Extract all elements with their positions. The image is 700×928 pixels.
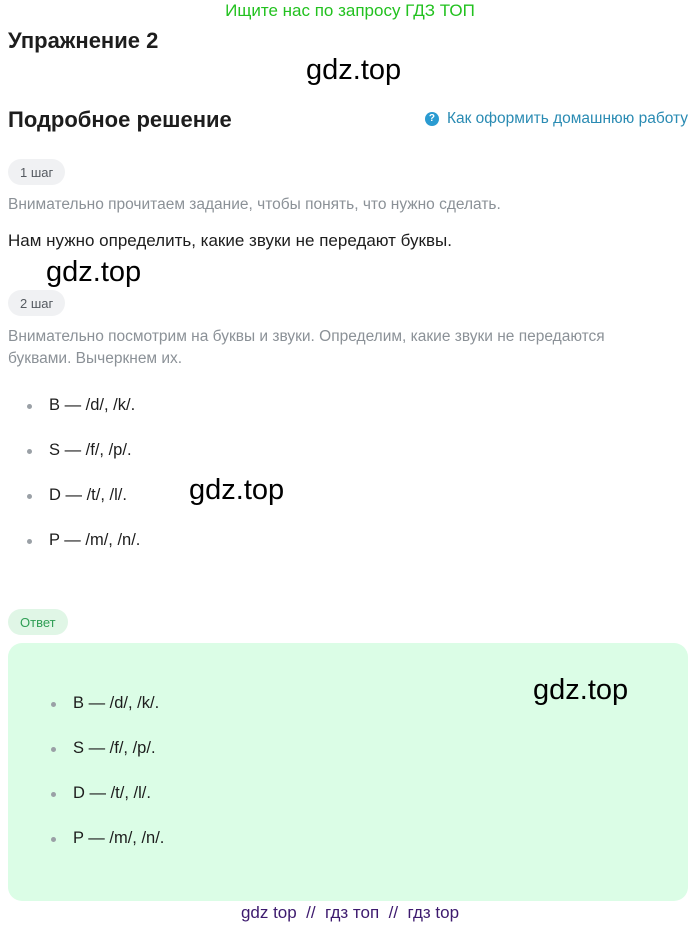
list-item (49, 441, 132, 460)
question-icon: ? (425, 112, 439, 126)
watermark: gdz.top (189, 474, 285, 506)
bullet-icon (51, 747, 56, 752)
list-item-text: P — /m/, /n/. (49, 531, 141, 549)
step-1-hint: Внимательно прочитаем задание, чтобы понять, что нужно сделать. (8, 196, 501, 213)
list-item-text: B — /d/, /k/. (49, 396, 136, 414)
bullet-icon (51, 792, 56, 797)
bullet-icon (51, 702, 56, 707)
howto-link[interactable] (425, 110, 688, 128)
footer: gdz top // гдз топ // гдз top (240, 903, 460, 922)
exercise-title: Упражнение 2 (8, 28, 159, 53)
step-1-label: 1 шаг (20, 164, 54, 180)
watermark: gdz.top (533, 674, 629, 706)
step-2-hint (8, 326, 605, 370)
watermark: gdz.top (46, 256, 142, 288)
list-item (49, 396, 135, 415)
bullet-icon (27, 494, 32, 499)
step-2-badge (8, 290, 65, 316)
list-item (49, 531, 140, 550)
search-banner: Ищите нас по запросу ГДЗ ТОП (225, 1, 475, 20)
step-1-badge (8, 159, 65, 185)
bullet-icon (27, 404, 32, 409)
step-2-hint-line: буквами. Вычеркнем их. (8, 350, 183, 367)
list-item (73, 829, 164, 848)
list-item-text: D — /t/, /l/. (49, 486, 127, 504)
bullet-icon (27, 539, 32, 544)
step-2-hint-line: Внимательно посмотрим на буквы и звуки. Определим, какие звуки не передаются (8, 328, 605, 345)
section-title: Подробное решение (8, 107, 232, 132)
bullet-icon (27, 449, 32, 454)
list-item-text: S — /f/, /p/. (73, 739, 156, 757)
answer-label: Ответ (20, 614, 56, 630)
step-2-label: 2 шаг (20, 295, 54, 311)
answer-badge (8, 609, 68, 635)
list-item-text: D — /t/, /l/. (73, 784, 151, 802)
list-item-text: P — /m/, /n/. (73, 829, 165, 847)
list-item (73, 694, 159, 713)
list-item (49, 486, 127, 505)
howto-link-label: Как оформить домашнюю работу (446, 110, 688, 127)
list-item (73, 739, 156, 758)
watermark: gdz.top (306, 54, 402, 86)
list-item (73, 784, 151, 803)
step-1-text: Нам нужно определить, какие звуки не передают буквы. (8, 231, 452, 250)
list-item-text: S — /f/, /p/. (49, 441, 132, 459)
bullet-icon (51, 837, 56, 842)
list-item-text: B — /d/, /k/. (73, 694, 160, 712)
